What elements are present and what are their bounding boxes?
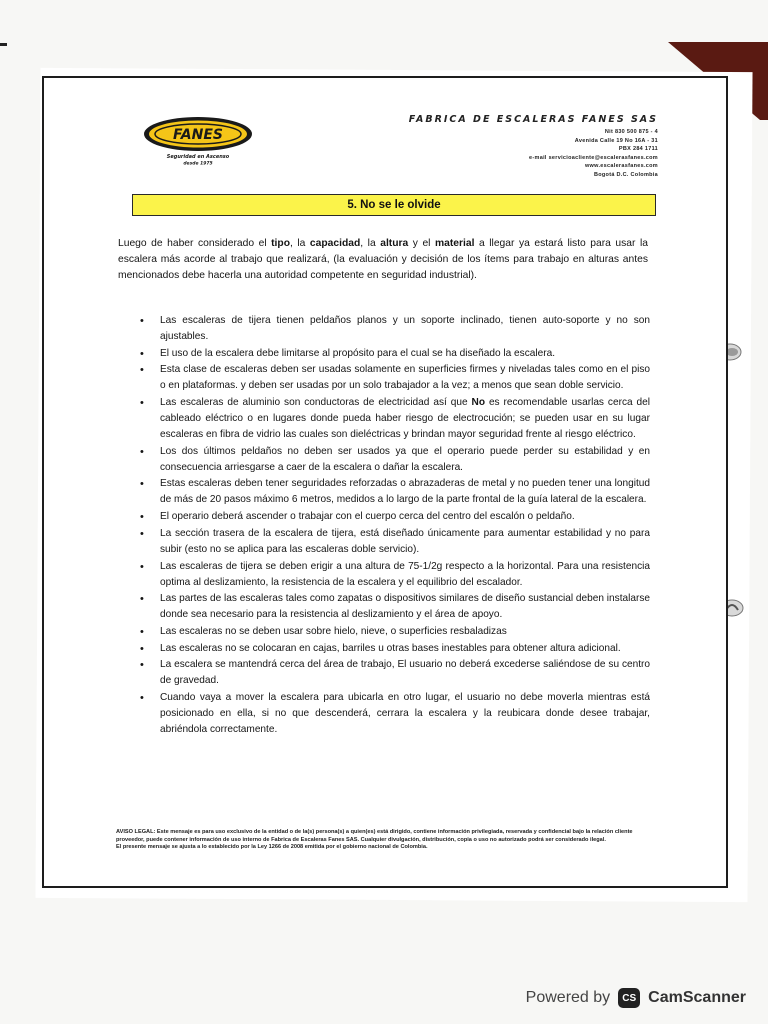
- company-pbx: PBX 284 1711: [618, 146, 658, 153]
- list-item-text: es recomendable usarlas cerca del cableado eléctrico o en lugares donde pueda haber riesgo de electrocución; se pueden usar en su lugar escaleras en fibra de vidrio las cuales son dieléctricas y brindan mayor seguridad frente al riesgo eléctrico.: [160, 397, 651, 441]
- intro-text: y el: [408, 238, 435, 249]
- list-item: • El uso de la escalera debe limitarse al propósito para el cual se ha diseñado la escalera.: [160, 346, 650, 362]
- list-item: • Las escaleras no se deben usar sobre hielo, nieve, o superficies resbaladizas: [160, 624, 650, 640]
- list-item-bold: No: [471, 397, 485, 409]
- legal-notice-line: El presente mensaje se ajusta a lo establecido por la Ley 1266 de 2008 emitida por el gobierno nacional de Colombia.: [116, 844, 428, 851]
- list-item: • Los dos últimos peldaños no deben ser usados ya que el operario puede perder su estabilidad y en consecuencia arriesgarse a caer de la escalera o dañar la escalera.: [160, 444, 650, 476]
- list-item: • Las escaleras no se colocaran en cajas, barriles u otras bases inestables para obtener altura adicional.: [160, 641, 650, 657]
- list-item: • Las escaleras de tijera se deben erigir a una altura de 75-1/2g respecto a la horizontal. Para una resistencia optima al deslizamiento, la resistencia de la escalera y el equilibrio del escalador.: [160, 559, 650, 591]
- list-item-text: Las escaleras de aluminio son conductoras de electricidad así que: [160, 397, 472, 409]
- logo-text: FANES: [173, 127, 223, 143]
- intro-bold-material: material: [434, 238, 475, 249]
- list-item: • Estas escaleras deben tener seguridades reforzadas o abrazaderas de metal y no pueden tener una longitud de más de 20 pasos máximo 6 metros, medidos a lo largo de la parte frontal de la guía lateral de la escalera.: [160, 476, 650, 508]
- list-item: • Las partes de las escaleras tales como zapatas o dispositivos similares de diseño sustancial deben instalarse donde sea necesario para la resistencia al deslizamiento y el área de apoyo.: [160, 591, 650, 623]
- intro-bold-altura: altura: [380, 238, 409, 249]
- legal-notice-line: AVISO LEGAL: Este mensaje es para uso exclusivo de la entidad o de la(s) persona(s) a quien(es) está dirigido, contiene información privilegiada, reservada y confidencial bajo la relación cliente proveedor, puede contener información de uso interno de Fabrica de Escaleras Fanes SAS. Cualquier divulgación, distribución, copia o uso no autorizado podrá ser considerado ilegal.: [116, 829, 633, 843]
- list-item: • Las escaleras de tijera tienen peldaños planos y un soporte inclinado, tienen auto-soporte y no son ajustables.: [160, 313, 650, 345]
- document-frame: [42, 76, 728, 888]
- camscanner-watermark: [526, 983, 746, 1013]
- company-nit: Nit 830 500 875 - 4: [604, 129, 658, 135]
- fanes-logo: [144, 116, 256, 166]
- list-item: • La escalera se mantendrá cerca del área de trabajo, El usuario no deberá excederse saliéndose de su centro de gravedad.: [160, 657, 650, 689]
- camscanner-brand: CamScanner: [648, 989, 746, 1006]
- intro-bold-tipo: tipo: [271, 238, 290, 249]
- logo-tagline-1: Seguridad en Ascenso: [166, 154, 230, 160]
- intro-text: a llegar ya estará listo para usar la escalera más acorde al trabajo que realizará, (la evaluación y decisión de los ítems para trabajo en alturas antes mencionados debe hacerla una autoridad competente en seguridad industrial).: [118, 238, 648, 281]
- company-address: Avenida Calle 19 No 16A - 31: [574, 137, 658, 144]
- legal-notice: [116, 829, 656, 852]
- company-info: [338, 114, 658, 180]
- company-name: FABRICA DE ESCALERAS FANES SAS: [408, 114, 658, 125]
- list-item: [160, 395, 650, 443]
- list-item: • Cuando vaya a mover la escalera para ubicarla en otro lugar, el usuario no debe moverla mientras está posicionado en ella, si no que descenderá, cerrara la escalera y la reubicara donde desee trabajar, abriéndola correctamente.: [160, 690, 650, 738]
- intro-text: , la: [360, 238, 381, 249]
- powered-by-label: Powered by: [525, 989, 611, 1006]
- camscanner-icon: CS: [618, 988, 640, 1008]
- intro-bold-capacidad: capacidad: [309, 238, 361, 249]
- company-city: Bogotá D.C. Colombia: [593, 171, 658, 178]
- logo-tagline-2: desde 1975: [183, 161, 213, 166]
- intro-paragraph: [118, 236, 648, 284]
- scan-edge-mark: [0, 43, 7, 46]
- intro-text: Luego de haber considerado el: [118, 238, 272, 249]
- list-item: • Esta clase de escaleras deben ser usadas solamente en superficies firmes y niveladas tales como en el piso o en plataformas. y deben ser usadas por un solo trabajador a la vez; a menos que sean doble servicio.: [160, 362, 650, 394]
- intro-text: , la: [290, 238, 310, 249]
- company-website: www.escalerasfanes.com: [584, 163, 658, 170]
- section-title: 5. No se le olvide: [132, 194, 656, 216]
- list-item: • La sección trasera de la escalera de tijera, está diseñado únicamente para aumentar estabilidad y no para subir (esto no se aplica para las escaleras doble servicio).: [160, 526, 650, 558]
- company-email: e-mail servicioacliente@escalerasfanes.com: [529, 154, 658, 161]
- fanes-logo-icon: [144, 116, 256, 166]
- list-item: • El operario deberá ascender o trabajar con el cuerpo cerca del centro del escalón o peldaño.: [160, 509, 650, 525]
- safety-bullet-list: [160, 313, 650, 739]
